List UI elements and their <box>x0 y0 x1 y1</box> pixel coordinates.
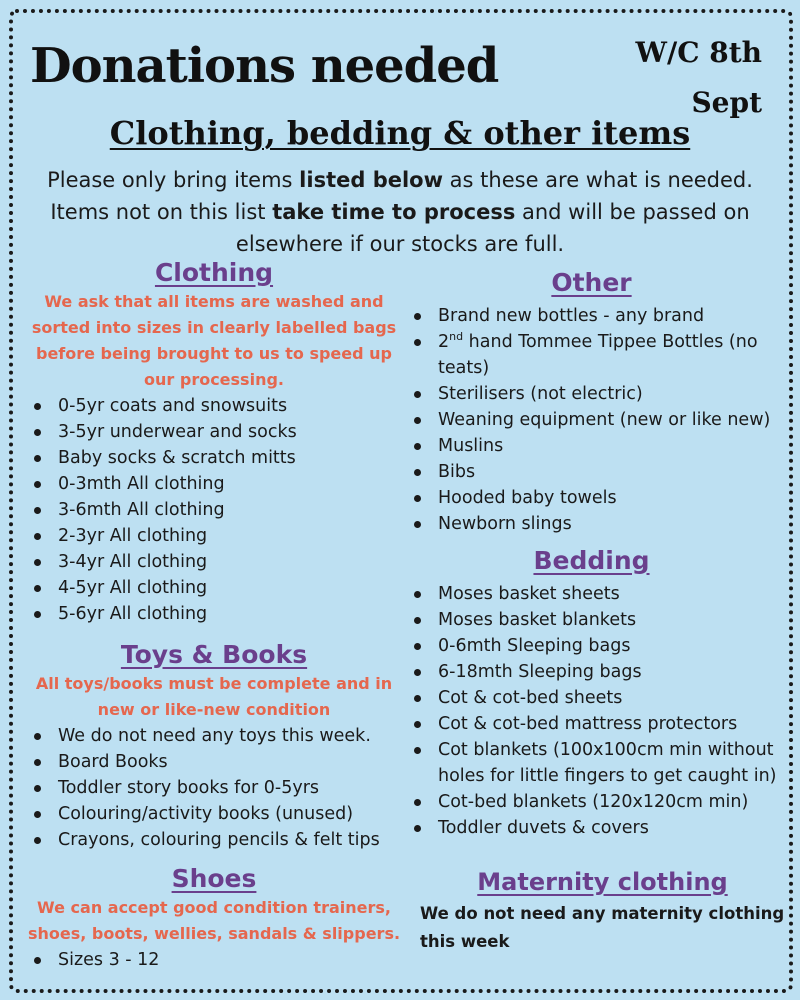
list-item: 4-5yr All clothing <box>24 575 404 601</box>
maternity-note: We do not need any maternity clothing this week <box>420 904 785 951</box>
clothing-section <box>24 258 404 627</box>
list-item: Brand new bottles - any brand <box>404 303 779 329</box>
shoes-note: We can accept good condition trainers, shoes, boots, wellies, sandals & slippers. <box>27 898 401 943</box>
list-item: Muslins <box>404 433 779 459</box>
list-item: Cot & cot-bed mattress protectors <box>404 711 779 737</box>
clothing-heading: Clothing <box>154 258 274 287</box>
maternity-section <box>420 868 785 956</box>
list-item: Cot & cot-bed sheets <box>404 685 779 711</box>
toys-list <box>24 723 404 853</box>
intro-text: Please only bring items listed below as these are what is needed. Items not on this list take time to process and will be passed on elsewhere if our stocks are full. <box>47 168 753 256</box>
toys-heading: Toys & Books <box>120 640 308 669</box>
other-section <box>404 268 779 537</box>
list-item: Sterilisers (not electric) <box>404 381 779 407</box>
maternity-heading: Maternity clothing <box>477 868 728 896</box>
list-item: 2nd hand Tommee Tippee Bottles (no teats) <box>404 329 779 381</box>
shoes-list <box>24 947 404 973</box>
list-item: Colouring/activity books (unused) <box>24 801 404 827</box>
list-item: Sizes 3 - 12 <box>24 947 404 973</box>
page-subtitle: Clothing, bedding & other items <box>109 114 691 152</box>
list-item: 2-3yr All clothing <box>24 523 404 549</box>
list-item: 0-6mth Sleeping bags <box>404 633 779 659</box>
list-item: 3-6mth All clothing <box>24 497 404 523</box>
list-item: Hooded baby towels <box>404 485 779 511</box>
list-item: Toddler story books for 0-5yrs <box>24 775 404 801</box>
list-item: 6-18mth Sleeping bags <box>404 659 779 685</box>
list-item: Bibs <box>404 459 779 485</box>
list-item: Toddler duvets & covers <box>404 815 779 841</box>
week-commencing: W/C 8th Sept <box>635 36 762 119</box>
list-item: We do not need any toys this week. <box>24 723 404 749</box>
toys-note: All toys/books must be complete and in new or like-new condition <box>35 674 393 719</box>
bedding-list <box>404 581 779 841</box>
clothing-note: We ask that all items are washed and sorted into sizes in clearly labelled bags before being brought to us to speed up our processing. <box>31 292 397 389</box>
list-item: Crayons, colouring pencils & felt tips <box>24 827 404 853</box>
list-item: Board Books <box>24 749 404 775</box>
list-item: Cot blankets (100x100cm min without holes for little fingers to get caught in) <box>404 737 779 789</box>
toys-section <box>24 640 404 853</box>
list-item: Cot-bed blankets (120x120cm min) <box>404 789 779 815</box>
list-item: Weaning equipment (new or like new) <box>404 407 779 433</box>
bedding-section <box>404 546 779 841</box>
bedding-heading: Bedding <box>533 546 650 575</box>
shoes-section <box>24 864 404 973</box>
list-item: 0-3mth All clothing <box>24 471 404 497</box>
list-item: Baby socks & scratch mitts <box>24 445 404 471</box>
list-item: 3-5yr underwear and socks <box>24 419 404 445</box>
list-item: Moses basket blankets <box>404 607 779 633</box>
list-item: 3-4yr All clothing <box>24 549 404 575</box>
other-heading: Other <box>551 268 632 297</box>
list-item: 0-5yr coats and snowsuits <box>24 393 404 419</box>
shoes-heading: Shoes <box>171 864 257 893</box>
clothing-list <box>24 393 404 627</box>
list-item: 5-6yr All clothing <box>24 601 404 627</box>
page-title: Donations needed <box>30 38 499 94</box>
other-list <box>404 303 779 537</box>
list-item: Moses basket sheets <box>404 581 779 607</box>
list-item: Newborn slings <box>404 511 779 537</box>
